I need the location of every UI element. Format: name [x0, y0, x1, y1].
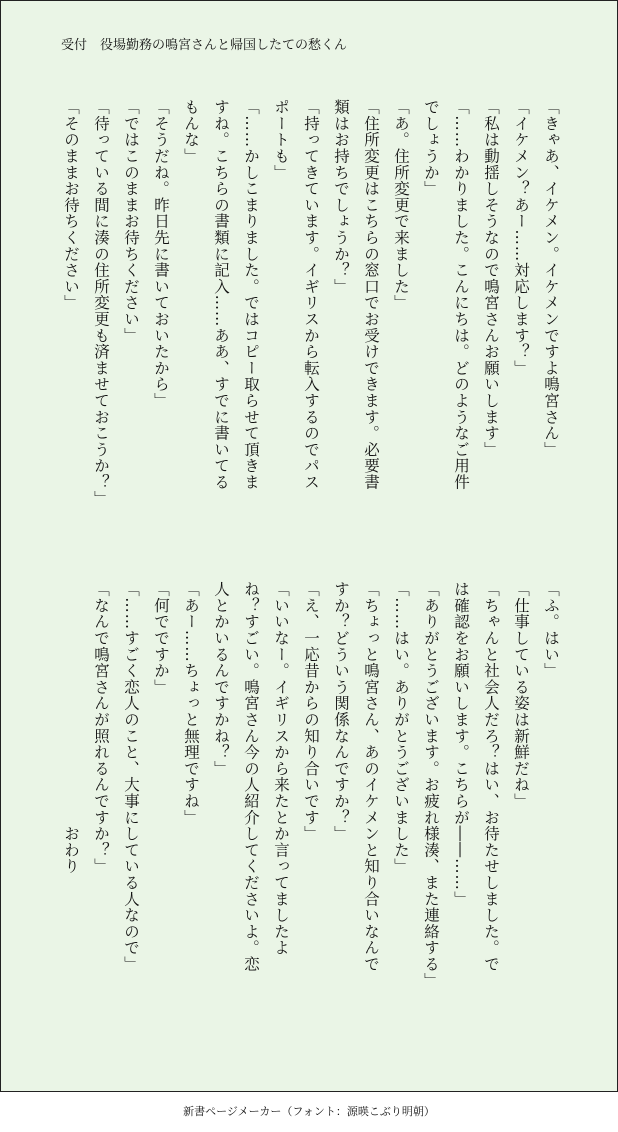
text-column: は確認をお願いします。こちらが――……」 — [452, 581, 470, 907]
text-column: 「住所変更はこちらの窓口でお受けできます。必要書 — [362, 99, 380, 491]
text-column: 「あ。住所変更で来ました」 — [392, 99, 410, 311]
text-column: ポートも」 — [272, 99, 290, 181]
text-column: もんな」 — [182, 99, 200, 165]
text-column: ね？すごい。鳴宮さん今の人紹介してくださいよ。恋 — [242, 581, 260, 973]
text-column: 「……わかりました。こんにちは。どのようなご用件 — [452, 99, 470, 491]
text-column: 「持ってきています。イギリスから転入するのでパス — [302, 99, 320, 491]
text-column: 「仕事している姿は新鮮だね」 — [512, 581, 530, 810]
text-column: 「そうだね。昨日先に書いておいたから」 — [152, 99, 170, 409]
ending-mark: おわり — [62, 581, 80, 875]
text-column: 「何でですか」 — [152, 581, 170, 696]
text-column: 「私は動揺しそうなので鳴宮さんお願いします」 — [482, 99, 500, 458]
text-column: 「え、一応昔からの知り合いです」 — [302, 581, 320, 842]
page-title: 受付 役場勤務の鳴宮さんと帰国したての愁くん — [61, 38, 348, 53]
text-column: 「ちゃんと社会人だろ？はい、お待たせしました。で — [482, 581, 500, 973]
text-column: 「待っている間に湊の住所変更も済ませておこうか？」 — [92, 99, 110, 507]
text-column: 「イケメン？あー……対応します？」 — [512, 99, 530, 377]
text-column: 「ありがとうございます。お疲れ様湊、また連絡する」 — [422, 581, 440, 989]
text-column: 「ふ。はい」 — [542, 581, 560, 679]
text-column: でしょうか」 — [422, 99, 440, 197]
text-column: 「……すごく恋人のこと、大事にしている人なので」 — [122, 581, 140, 973]
text-column: 「ではこのままお待ちください」 — [122, 99, 140, 344]
text-column: 「そのままお待ちください」 — [62, 99, 80, 311]
text-column: すね。こちらの書類に記入……ああ、すでに書いてる — [212, 99, 230, 491]
text-column: すか？どういう関係なんですか？」 — [332, 581, 350, 842]
text-column: 「ちょっと鳴宮さん、あのイケメンと知り合いなんで — [362, 581, 380, 973]
text-column: 「……かしこまりました。ではコピー取らせて頂きま — [242, 99, 260, 491]
text-column: 「きゃあ、イケメン。イケメンですよ鳴宮さん」 — [542, 99, 560, 458]
text-column: 「あー……ちょっと無理ですね」 — [182, 581, 200, 826]
footer-credit: 新書ページメーカー（フォント：源暎こぶり明朝） — [183, 1105, 435, 1118]
text-column: 人とかいるんですかね？」 — [212, 581, 230, 777]
text-column: 類はお持ちでしょうか？」 — [332, 99, 350, 295]
text-column: 「……はい。ありがとうございました」 — [392, 581, 410, 875]
text-column: 「いいなー。イギリスから来たとか言ってましたよ — [272, 581, 290, 956]
text-column: 「なんで鳴宮さんが照れるんですか？」 — [92, 581, 110, 875]
